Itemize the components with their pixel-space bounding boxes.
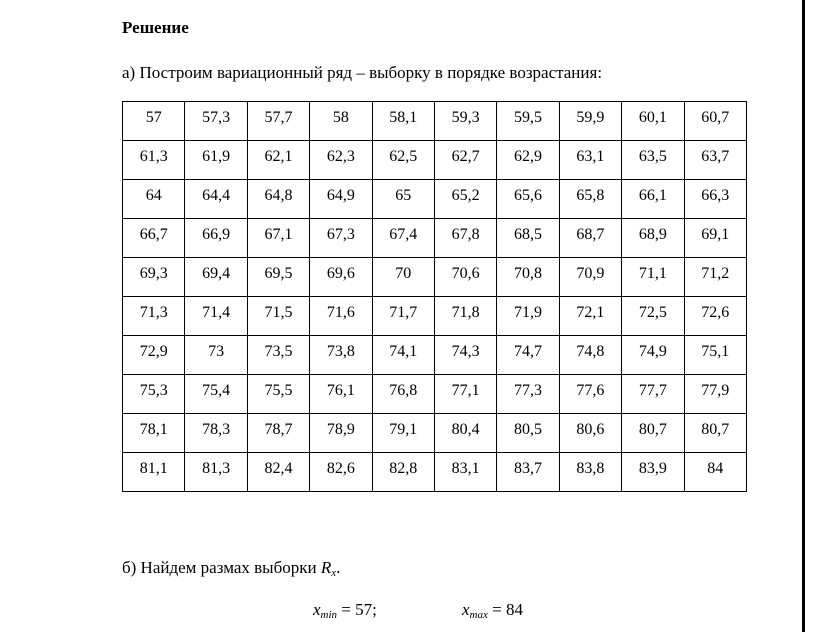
x-max-variable: x bbox=[462, 600, 470, 619]
variation-series-table bbox=[122, 101, 747, 492]
table-row bbox=[123, 375, 747, 414]
table-cell: 77,9 bbox=[684, 375, 746, 414]
table-row bbox=[123, 297, 747, 336]
solution-heading: Решение bbox=[122, 18, 189, 37]
table-cell: 68,5 bbox=[497, 219, 559, 258]
table-cell: 73,8 bbox=[310, 336, 372, 375]
part-b-paragraph bbox=[122, 557, 340, 584]
table-cell: 70 bbox=[372, 258, 434, 297]
table-cell: 71,3 bbox=[123, 297, 185, 336]
table-cell: 79,1 bbox=[372, 414, 434, 453]
table-cell: 59,9 bbox=[559, 102, 621, 141]
table-cell: 67,3 bbox=[310, 219, 372, 258]
table-cell: 69,1 bbox=[684, 219, 746, 258]
table-cell: 71,5 bbox=[247, 297, 309, 336]
table-row bbox=[123, 414, 747, 453]
table-cell: 81,3 bbox=[185, 453, 247, 492]
table-cell: 74,7 bbox=[497, 336, 559, 375]
table-cell: 82,8 bbox=[372, 453, 434, 492]
table-cell: 77,3 bbox=[497, 375, 559, 414]
table-cell: 78,9 bbox=[310, 414, 372, 453]
table-cell: 71,4 bbox=[185, 297, 247, 336]
table-cell: 61,9 bbox=[185, 141, 247, 180]
table-cell: 64,9 bbox=[310, 180, 372, 219]
table-cell: 80,7 bbox=[684, 414, 746, 453]
table-cell: 62,9 bbox=[497, 141, 559, 180]
table-cell: 73,5 bbox=[247, 336, 309, 375]
table-cell: 57,7 bbox=[247, 102, 309, 141]
table-cell: 67,8 bbox=[434, 219, 496, 258]
table-cell: 75,4 bbox=[185, 375, 247, 414]
table-cell: 80,5 bbox=[497, 414, 559, 453]
table-cell: 68,9 bbox=[622, 219, 684, 258]
table-cell: 78,3 bbox=[185, 414, 247, 453]
table-cell: 74,8 bbox=[559, 336, 621, 375]
range-symbol-subscript: x bbox=[331, 567, 337, 579]
table-cell: 63,5 bbox=[622, 141, 684, 180]
table-cell: 76,8 bbox=[372, 375, 434, 414]
table-cell: 64,4 bbox=[185, 180, 247, 219]
table-cell: 72,6 bbox=[684, 297, 746, 336]
table-cell: 78,1 bbox=[123, 414, 185, 453]
table-cell: 71,9 bbox=[497, 297, 559, 336]
table-cell: 60,1 bbox=[622, 102, 684, 141]
table-cell: 72,1 bbox=[559, 297, 621, 336]
table-cell: 69,6 bbox=[310, 258, 372, 297]
table-cell: 75,3 bbox=[123, 375, 185, 414]
x-min-subscript: min bbox=[320, 609, 338, 621]
table-cell: 80,6 bbox=[559, 414, 621, 453]
table-cell: 66,3 bbox=[684, 180, 746, 219]
table-cell: 77,1 bbox=[434, 375, 496, 414]
table-cell: 75,1 bbox=[684, 336, 746, 375]
table-cell: 78,7 bbox=[247, 414, 309, 453]
x-min-value: = 57; bbox=[337, 600, 377, 619]
table-cell: 80,7 bbox=[622, 414, 684, 453]
table-cell: 59,3 bbox=[434, 102, 496, 141]
table-cell: 63,1 bbox=[559, 141, 621, 180]
part-b-end: . bbox=[336, 558, 341, 577]
table-cell: 66,1 bbox=[622, 180, 684, 219]
table-cell: 77,7 bbox=[622, 375, 684, 414]
table-cell: 64,8 bbox=[247, 180, 309, 219]
table-cell: 71,6 bbox=[310, 297, 372, 336]
table-cell: 84 bbox=[684, 453, 746, 492]
x-max-formula bbox=[462, 599, 523, 626]
table-cell: 63,7 bbox=[684, 141, 746, 180]
table-cell: 58 bbox=[310, 102, 372, 141]
part-a-paragraph: а) Построим вариационный ряд – выборку в порядке возрастания: bbox=[122, 63, 603, 82]
page-edge-divider bbox=[802, 0, 805, 632]
table-cell: 74,9 bbox=[622, 336, 684, 375]
table-cell: 58,1 bbox=[372, 102, 434, 141]
table-cell: 72,5 bbox=[622, 297, 684, 336]
table-cell: 75,5 bbox=[247, 375, 309, 414]
table-cell: 76,1 bbox=[310, 375, 372, 414]
table-row bbox=[123, 141, 747, 180]
table-cell: 74,3 bbox=[434, 336, 496, 375]
table-cell: 60,7 bbox=[684, 102, 746, 141]
table-cell: 62,7 bbox=[434, 141, 496, 180]
table-cell: 73 bbox=[185, 336, 247, 375]
table-cell: 77,6 bbox=[559, 375, 621, 414]
table-cell: 70,8 bbox=[497, 258, 559, 297]
x-max-value: = 84 bbox=[487, 600, 523, 619]
table-cell: 82,4 bbox=[247, 453, 309, 492]
table-cell: 67,4 bbox=[372, 219, 434, 258]
table-row bbox=[123, 258, 747, 297]
range-symbol: R bbox=[320, 558, 332, 577]
table-cell: 57,3 bbox=[185, 102, 247, 141]
table-cell: 71,8 bbox=[434, 297, 496, 336]
table-cell: 70,6 bbox=[434, 258, 496, 297]
table-cell: 71,7 bbox=[372, 297, 434, 336]
table-cell: 74,1 bbox=[372, 336, 434, 375]
table-cell: 69,5 bbox=[247, 258, 309, 297]
part-b-text: б) Найдем размах выборки bbox=[122, 558, 321, 577]
table-cell: 67,1 bbox=[247, 219, 309, 258]
table-cell: 81,1 bbox=[123, 453, 185, 492]
table-cell: 83,1 bbox=[434, 453, 496, 492]
table-cell: 65,6 bbox=[497, 180, 559, 219]
table-cell: 69,3 bbox=[123, 258, 185, 297]
table-cell: 70,9 bbox=[559, 258, 621, 297]
table-cell: 69,4 bbox=[185, 258, 247, 297]
table-cell: 71,2 bbox=[684, 258, 746, 297]
table-cell: 71,1 bbox=[622, 258, 684, 297]
table-cell: 62,5 bbox=[372, 141, 434, 180]
table-cell: 61,3 bbox=[123, 141, 185, 180]
table-row bbox=[123, 180, 747, 219]
table-row bbox=[123, 453, 747, 492]
table-cell: 68,7 bbox=[559, 219, 621, 258]
x-max-subscript: max bbox=[469, 609, 488, 621]
table-cell: 65 bbox=[372, 180, 434, 219]
table-cell: 62,3 bbox=[310, 141, 372, 180]
table-cell: 57 bbox=[123, 102, 185, 141]
table-cell: 66,9 bbox=[185, 219, 247, 258]
table-cell: 64 bbox=[123, 180, 185, 219]
table-cell: 83,8 bbox=[559, 453, 621, 492]
x-min-formula bbox=[313, 599, 377, 626]
table-cell: 80,4 bbox=[434, 414, 496, 453]
table-cell: 65,2 bbox=[434, 180, 496, 219]
variation-series-body bbox=[123, 102, 747, 492]
table-cell: 62,1 bbox=[247, 141, 309, 180]
table-cell: 66,7 bbox=[123, 219, 185, 258]
table-cell: 83,9 bbox=[622, 453, 684, 492]
x-min-variable: x bbox=[313, 600, 321, 619]
table-row bbox=[123, 336, 747, 375]
table-cell: 59,5 bbox=[497, 102, 559, 141]
table-cell: 82,6 bbox=[310, 453, 372, 492]
table-row bbox=[123, 219, 747, 258]
table-row bbox=[123, 102, 747, 141]
table-cell: 83,7 bbox=[497, 453, 559, 492]
table-cell: 72,9 bbox=[123, 336, 185, 375]
table-cell: 65,8 bbox=[559, 180, 621, 219]
